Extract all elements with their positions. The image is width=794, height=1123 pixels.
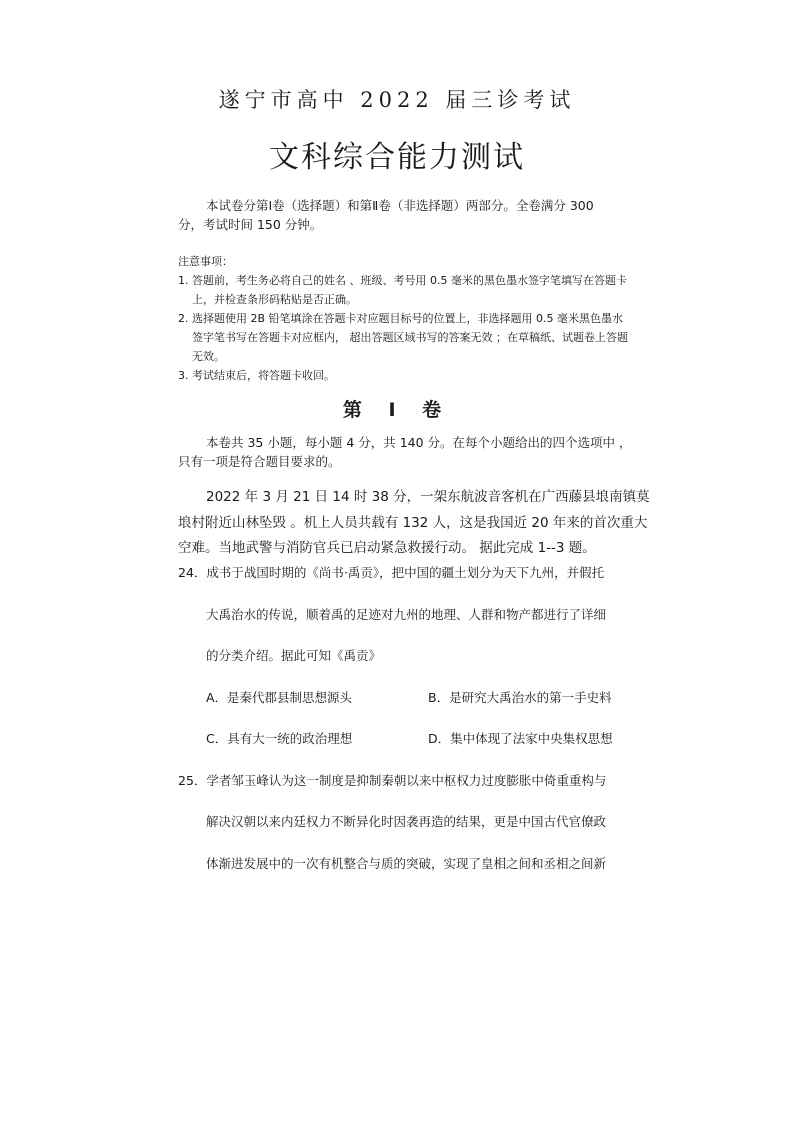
notes-item: 上，并检查条形码粘贴是否正确。 <box>192 293 357 306</box>
passage-line: 空难。当地武警与消防官兵已启动紧急救援行动。 据此完成 1--3 题。 <box>178 540 596 556</box>
option-a: A．是秦代郡县制思想源头 <box>206 690 353 705</box>
question-text: 解决汉朝以来内廷权力不断异化时因袭再造的结果，更是中国古代官僚政 <box>206 814 607 829</box>
notes-item: 1. 答题前，考生务必将自己的姓名 、班级、考号用 0.5 毫米的黑色墨水签字笔填写在答题卡 <box>178 274 627 287</box>
passage-line: 埌村附近山林坠毁 。机上人员共载有 132 人，这是我国近 20 年来的首次重大 <box>178 515 648 531</box>
section-desc-line: 本卷共 35 小题，每小题 4 分，共 140 分。在每个小题给出的四个选项中 ， <box>206 435 632 450</box>
exam-title: 遂宁市高中 2022 届三诊考试 <box>218 88 576 112</box>
notes-item: 2. 选择题使用 2B 铅笔填涂在答题卡对应题目标号的位置上，非选择题用 0.5 毫米黑色墨水 <box>178 312 624 325</box>
notes-item: 签字笔书写在答题卡对应框内， 超出答题区域书写的答案无效 ；在草稿纸、试题卷上答题 <box>192 331 628 344</box>
exam-subtitle: 文科综合能力测试 <box>269 140 525 175</box>
question-text: 25．学者邹玉峰认为这一制度是抑制秦朝以来中枢权力过度膨胀中倚重重构与 <box>178 773 607 788</box>
option-c: C．具有大一统的政治理想 <box>206 731 353 746</box>
section-title: 第 Ⅰ 卷 <box>342 399 452 421</box>
intro-line: 本试卷分第Ⅰ卷（选择题）和第Ⅱ卷（非选择题）两部分。全卷满分 300 <box>206 198 594 213</box>
passage-line: 2022 年 3 月 21 日 14 时 38 分，一架东航波音客机在广西藤县埌南镇莫 <box>206 489 650 505</box>
notes-heading: 注意事项： <box>178 255 233 268</box>
question-text: 24．成书于战国时期的《尚书·禹贡》，把中国的疆土划分为天下九州，并假托 <box>178 565 605 580</box>
notes-item: 无效。 <box>192 350 225 363</box>
intro-line: 分，考试时间 150 分钟。 <box>178 217 323 232</box>
question-text: 的分类介绍。据此可知《禹贡》 <box>206 648 382 663</box>
section-desc-line: 只有一项是符合题目要求的。 <box>178 454 341 469</box>
option-d: D．集中体现了法家中央集权思想 <box>428 731 613 746</box>
question-text: 体渐进发展中的一次有机整合与质的突破，实现了皇相之间和丞相之间新 <box>206 856 607 871</box>
option-b: B．是研究大禹治水的第一手史料 <box>428 690 612 705</box>
notes-item: 3. 考试结束后，将答题卡收回。 <box>178 369 335 382</box>
question-text: 大禹治水的传说，顺着禹的足迹对九州的地理、人群和物产都进行了详细 <box>206 607 607 622</box>
